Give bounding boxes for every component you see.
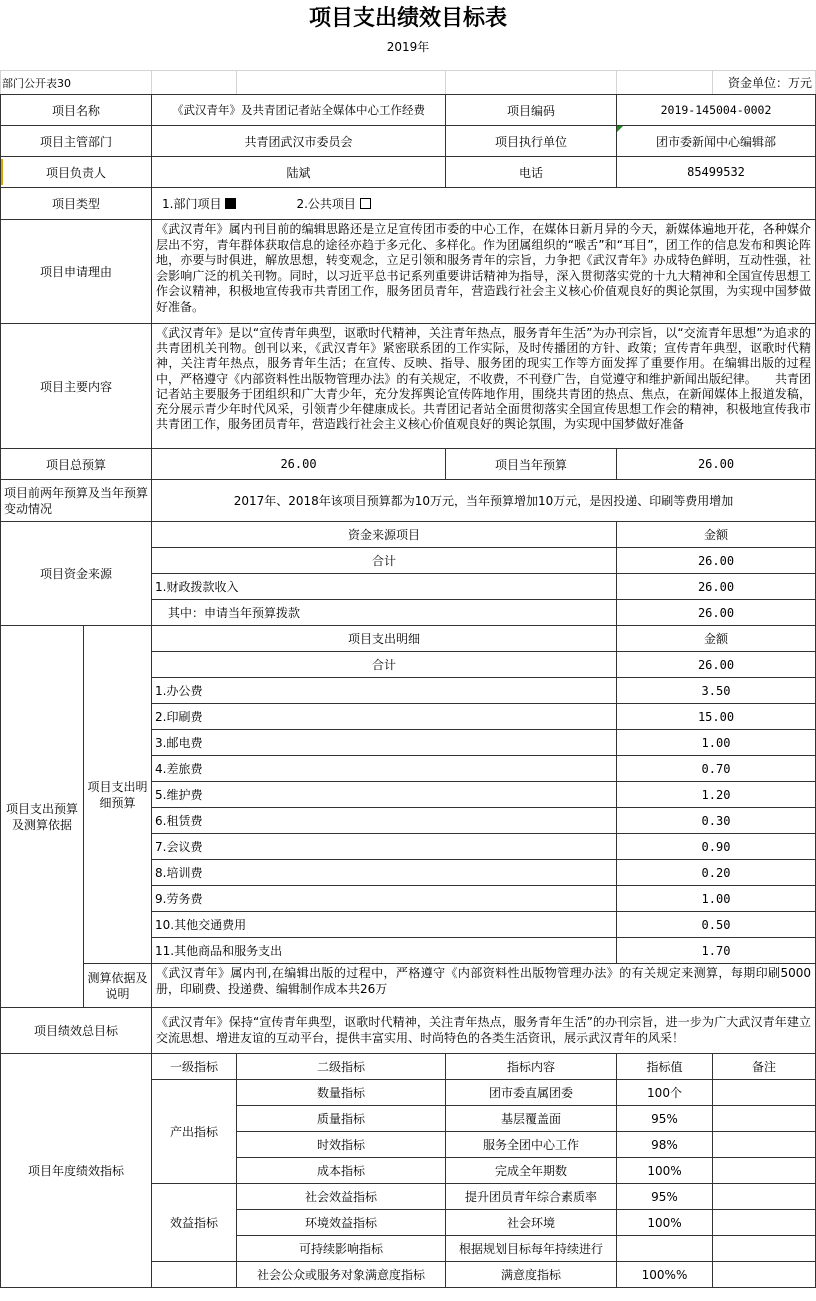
sheet-year: 2019年 — [386, 40, 430, 54]
table-number: 部门公开表30 — [1, 71, 152, 95]
expense-row-item: 5.维护费 — [152, 782, 617, 808]
expense-row-item: 8.培训费 — [152, 860, 617, 886]
indicator-group-output: 产出指标 — [152, 1080, 237, 1184]
exec-unit-value: 团市委新闻中心编辑部 — [617, 126, 816, 157]
funding-row-item: 1.财政拨款收入 — [152, 574, 617, 600]
expense-row-item: 4.差旅费 — [152, 756, 617, 782]
indicator-content: 服务全团中心工作 — [446, 1132, 617, 1158]
indicator-value: 100%% — [617, 1262, 713, 1288]
expense-row-item: 9.劳务费 — [152, 886, 617, 912]
indicators-col3: 指标内容 — [446, 1054, 617, 1080]
content-text: 《武汉青年》是以“宣传青年典型，讴歌时代精神，关注青年热点，服务青年生活”为办刊宗旨，以“交流青年思想”为追求的共青团机关刊物。创刊以来，《武汉青年》紧密联系团的工作实际，及时传播团的方针、政策；宣传青年典型，讴歌时代精神，关注青年热点，服务青年生活；在宣传、反映、指导、服务团的现实工作等方面发挥了重要作用。在编辑出版的过程中，严格遵守《内部资料性出版物管理办法》的有关规定，不收费，不刊登广告，自觉遵守和维护新闻出版纪律。 共青团记者站主要服务于团组织和广大青少年，充分发挥舆论宣传阵地作用，围绕共青团的热点、焦点，在新闻媒体上报道发稿，充分展示青少年时代风采，引领青少年健康成长。共青团记者站全面贯彻落实全国宣传思想工作会的精神，积极地宣传我市共青团工作，服务团员青年，营造践行社会主义核心价值观良好的舆论氛围，为实现中国梦做好准备 — [152, 324, 816, 449]
type-option-public-label: 2.公共项目 — [296, 197, 356, 211]
indicator-value: 100% — [617, 1158, 713, 1184]
expense-row-amount: 0.20 — [617, 860, 816, 886]
indicator-remark — [713, 1158, 816, 1184]
funding-row-item: 合计 — [152, 548, 617, 574]
expense-row-item: 11.其他商品和服务支出 — [152, 938, 617, 964]
goal-label: 项目绩效总目标 — [1, 1008, 152, 1054]
indicator-level2: 时效指标 — [237, 1132, 446, 1158]
funding-row-item: 其中：申请当年预算拨款 — [152, 600, 617, 626]
expense-row-item: 7.会议费 — [152, 834, 617, 860]
type-option-dept-label: 1.部门项目 — [162, 197, 222, 211]
expense-row-amount: 1.20 — [617, 782, 816, 808]
dept-label: 项目主管部门 — [1, 126, 152, 157]
indicator-group-benefit: 效益指标 — [152, 1184, 237, 1262]
year-budget-label: 项目当年预算 — [446, 449, 617, 480]
expense-row-amount: 1.00 — [617, 730, 816, 756]
dept-value: 共青团武汉市委员会 — [152, 126, 446, 157]
indicator-remark — [713, 1184, 816, 1210]
goal-text: 《武汉青年》保持“宣传青年典型，讴歌时代精神，关注青年热点，服务青年生活”的办刊宗旨，进一步为广大武汉青年建立交流思想、增进友谊的互动平台，提供丰富实用、时尚特色的各类生活资讯，展示武汉青年的风采！ — [152, 1008, 816, 1054]
funding-row-amount: 26.00 — [617, 548, 816, 574]
project-name: 《武汉青年》及共青团记者站全媒体中心工作经费 — [152, 95, 446, 126]
indicator-value: 100% — [617, 1210, 713, 1236]
expense-row-item: 6.租赁费 — [152, 808, 617, 834]
expense-row-amount: 1.70 — [617, 938, 816, 964]
expense-col-item: 项目支出明细 — [152, 626, 617, 652]
indicator-value: 98% — [617, 1132, 713, 1158]
indicator-content: 完成全年期数 — [446, 1158, 617, 1184]
expense-row-amount: 3.50 — [617, 678, 816, 704]
funding-col-amount: 金额 — [617, 522, 816, 548]
reason-text: 《武汉青年》属内刊目前的编辑思路还是立足宣传团市委的中心工作，在媒体日新月异的今天，新媒体遍地开花，各种媒介层出不穷，青年群体获取信息的途径亦趋于多元化、多样化。作为团属组织的“喉舌”和“耳目”，团工作的信息发布和舆论阵地，亦要与时俱进，解放思想，转变观念，立足引领和服务青年的宗旨，力争把《武汉青年》办成特色鲜明，互动性强，社会影响广泛的机关刊物。同时，以习近平总书记系列重要讲话精神为指导，深入贯彻落实党的十九大精神和全国宣传思想工作会议精神，积极地宣传我市共青团工作，服务团员青年，营造践行社会主义核心价值观良好的舆论氛围，为实现中国梦做好准备。 — [152, 220, 816, 324]
indicator-remark — [713, 1080, 816, 1106]
currency-unit: 资金单位：万元 — [713, 71, 816, 95]
indicator-remark — [713, 1106, 816, 1132]
phone-value: 85499532 — [617, 157, 816, 188]
expense-total-value: 26.00 — [617, 652, 816, 678]
sheet-title: 项目支出绩效目标表 — [308, 5, 507, 31]
budget-change-text: 2017年、2018年该项目预算都为10万元，当年预算增加10万元，是因投递、印刷等费用增加 — [152, 480, 816, 522]
expense-detail-label: 项目支出明细预算 — [84, 626, 152, 964]
project-type-options — [152, 188, 816, 220]
budget-change-label: 项目前两年预算及当年预算变动情况 — [1, 480, 152, 522]
funding-row-amount: 26.00 — [617, 600, 816, 626]
indicators-label: 项目年度绩效指标 — [1, 1054, 152, 1288]
checked-box-icon — [225, 198, 236, 209]
indicators-col1: 一级指标 — [152, 1054, 237, 1080]
funding-col-item: 资金来源项目 — [152, 522, 617, 548]
indicator-content: 根据规划目标每年持续进行 — [446, 1236, 617, 1262]
indicator-value: 95% — [617, 1106, 713, 1132]
indicator-value — [617, 1236, 713, 1262]
expense-row-amount: 15.00 — [617, 704, 816, 730]
expense-col-amount: 金额 — [617, 626, 816, 652]
expense-row-item: 2.印刷费 — [152, 704, 617, 730]
project-code: 2019-145004-0002 — [617, 95, 816, 126]
indicator-level2: 质量指标 — [237, 1106, 446, 1132]
reason-label: 项目申请理由 — [1, 220, 152, 324]
indicators-col5: 备注 — [713, 1054, 816, 1080]
indicator-level2: 社会效益指标 — [237, 1184, 446, 1210]
funding-row-amount: 26.00 — [617, 574, 816, 600]
total-budget-value: 26.00 — [152, 449, 446, 480]
exec-unit-label: 项目执行单位 — [446, 126, 617, 157]
project-type-label: 项目类型 — [1, 188, 152, 220]
expense-total-label: 合计 — [152, 652, 617, 678]
phone-label: 电话 — [446, 157, 617, 188]
expense-row-amount: 0.70 — [617, 756, 816, 782]
indicator-content: 提升团员青年综合素质率 — [446, 1184, 617, 1210]
expense-row-item: 3.邮电费 — [152, 730, 617, 756]
indicator-remark — [713, 1132, 816, 1158]
indicator-level2: 成本指标 — [237, 1158, 446, 1184]
indicator-content: 满意度指标 — [446, 1262, 617, 1288]
expense-row-amount: 0.50 — [617, 912, 816, 938]
indicator-value: 95% — [617, 1184, 713, 1210]
calc-basis-label: 测算依据及说明 — [84, 964, 152, 1008]
indicator-level2: 可持续影响指标 — [237, 1236, 446, 1262]
indicator-content: 社会环境 — [446, 1210, 617, 1236]
project-code-label: 项目编码 — [446, 95, 617, 126]
calc-basis-text: 《武汉青年》属内刊,在编辑出版的过程中，严格遵守《内部资料性出版物管理办法》的有关规定来测算，每期印刷5000册，印刷费、投递费、编辑制作成本共26万 — [152, 964, 816, 1008]
expense-row-amount: 0.30 — [617, 808, 816, 834]
unchecked-box-icon — [360, 198, 371, 209]
indicators-col4: 指标值 — [617, 1054, 713, 1080]
expense-row-amount: 0.90 — [617, 834, 816, 860]
indicator-level2: 数量指标 — [237, 1080, 446, 1106]
year-budget-value: 26.00 — [617, 449, 816, 480]
indicator-level2: 环境效益指标 — [237, 1210, 446, 1236]
indicators-col2: 二级指标 — [237, 1054, 446, 1080]
owner-value: 陆斌 — [152, 157, 446, 188]
indicator-value: 100个 — [617, 1080, 713, 1106]
expense-row-item: 10.其他交通费用 — [152, 912, 617, 938]
indicator-content: 团市委直属团委 — [446, 1080, 617, 1106]
indicator-remark — [713, 1236, 816, 1262]
expense-label: 项目支出预算及测算依据 — [1, 626, 84, 1008]
content-label: 项目主要内容 — [1, 324, 152, 449]
indicator-group-empty — [152, 1262, 237, 1288]
type-option-dept — [162, 197, 236, 211]
project-name-label: 项目名称 — [1, 95, 152, 126]
expense-row-amount: 1.00 — [617, 886, 816, 912]
funding-label: 项目资金来源 — [1, 522, 152, 626]
indicator-level2: 社会公众或服务对象满意度指标 — [237, 1262, 446, 1288]
indicator-content: 基层覆盖面 — [446, 1106, 617, 1132]
indicator-remark — [713, 1210, 816, 1236]
owner-label: 项目负责人 — [1, 157, 152, 188]
performance-table — [0, 70, 816, 1288]
type-option-public — [296, 197, 370, 211]
expense-row-item: 1.办公费 — [152, 678, 617, 704]
indicator-remark — [713, 1262, 816, 1288]
total-budget-label: 项目总预算 — [1, 449, 152, 480]
